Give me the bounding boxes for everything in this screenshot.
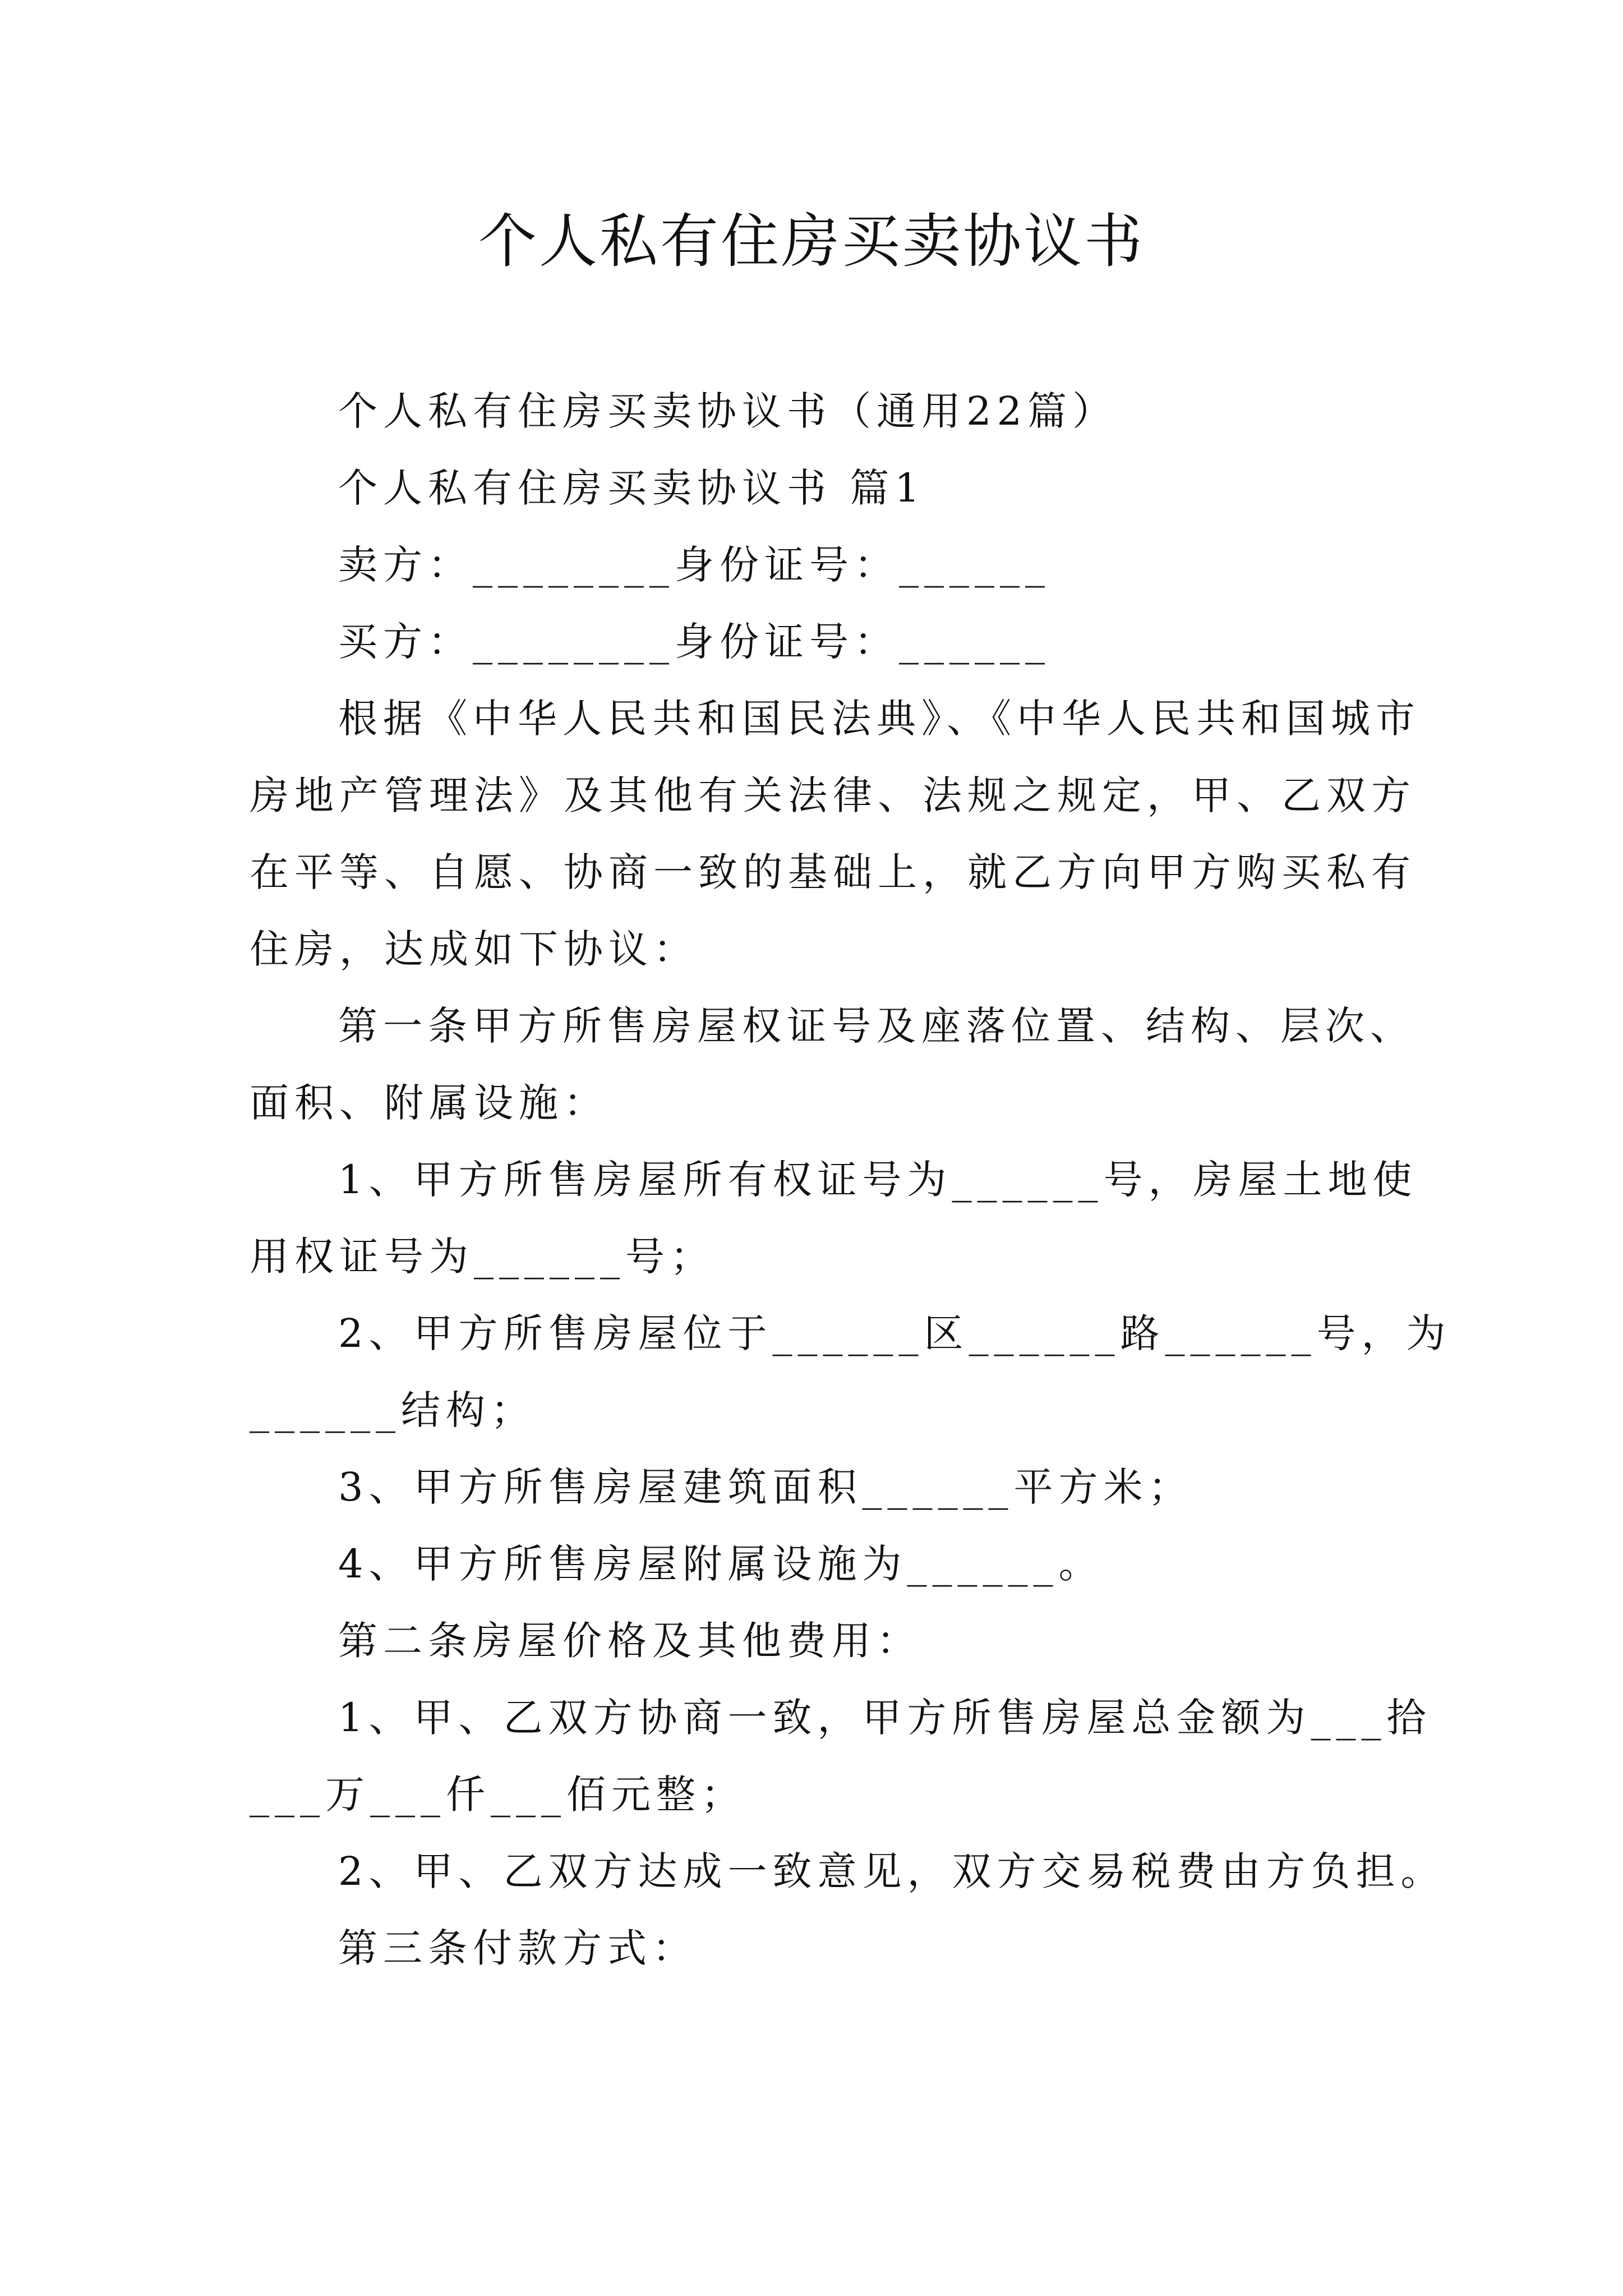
- body-line-3: 卖方：________身份证号：______: [338, 542, 1050, 588]
- body-line-10: 面积、附属设施：: [250, 1080, 608, 1126]
- body-line-7: 在平等、自愿、协商一致的基础上，就乙方向甲方购买私有: [250, 849, 1416, 895]
- body-line-18: 1、甲、乙双方协商一致，甲方所售房屋总金额为___拾: [338, 1695, 1432, 1741]
- body-line-5: 根据《中华人民共和国民法典》、《中华人民共和国城市: [338, 696, 1421, 742]
- body-line-4: 买方：________身份证号：______: [338, 619, 1050, 665]
- body-line-12: 用权证号为______号；: [250, 1234, 715, 1280]
- body-line-1: 个人私有住房买卖协议书（通用22篇）: [338, 388, 1118, 434]
- body-line-11: 1、甲方所售房屋所有权证号为______号，房屋土地使: [338, 1157, 1418, 1203]
- body-line-20: 2、甲、乙双方达成一致意见，双方交易税费由方负担。: [338, 1848, 1446, 1894]
- body-line-15: 3、甲方所售房屋建筑面积______平方米；: [338, 1464, 1193, 1510]
- body-line-9: 第一条甲方所售房屋权证号及座落位置、结构、层次、: [338, 1003, 1415, 1049]
- body-line-2: 个人私有住房买卖协议书 篇1: [338, 465, 925, 511]
- body-line-8: 住房，达成如下协议：: [250, 926, 698, 972]
- body-line-19: ___万___仟___佰元整；: [250, 1772, 746, 1818]
- body-line-16: 4、甲方所售房屋附属设施为______。: [338, 1541, 1104, 1587]
- document-body: [250, 373, 1451, 1987]
- body-line-21: 第三条付款方式：: [338, 1925, 697, 1971]
- body-line-6: 房地产管理法》及其他有关法律、法规之规定，甲、乙双方: [250, 772, 1416, 818]
- document-title: 个人私有住房买卖协议书: [478, 207, 1145, 275]
- body-line-14: ______结构；: [250, 1387, 536, 1433]
- body-line-13: 2、甲方所售房屋位于______区______路______号，为: [338, 1310, 1451, 1356]
- body-line-17: 第二条房屋价格及其他费用：: [338, 1618, 921, 1664]
